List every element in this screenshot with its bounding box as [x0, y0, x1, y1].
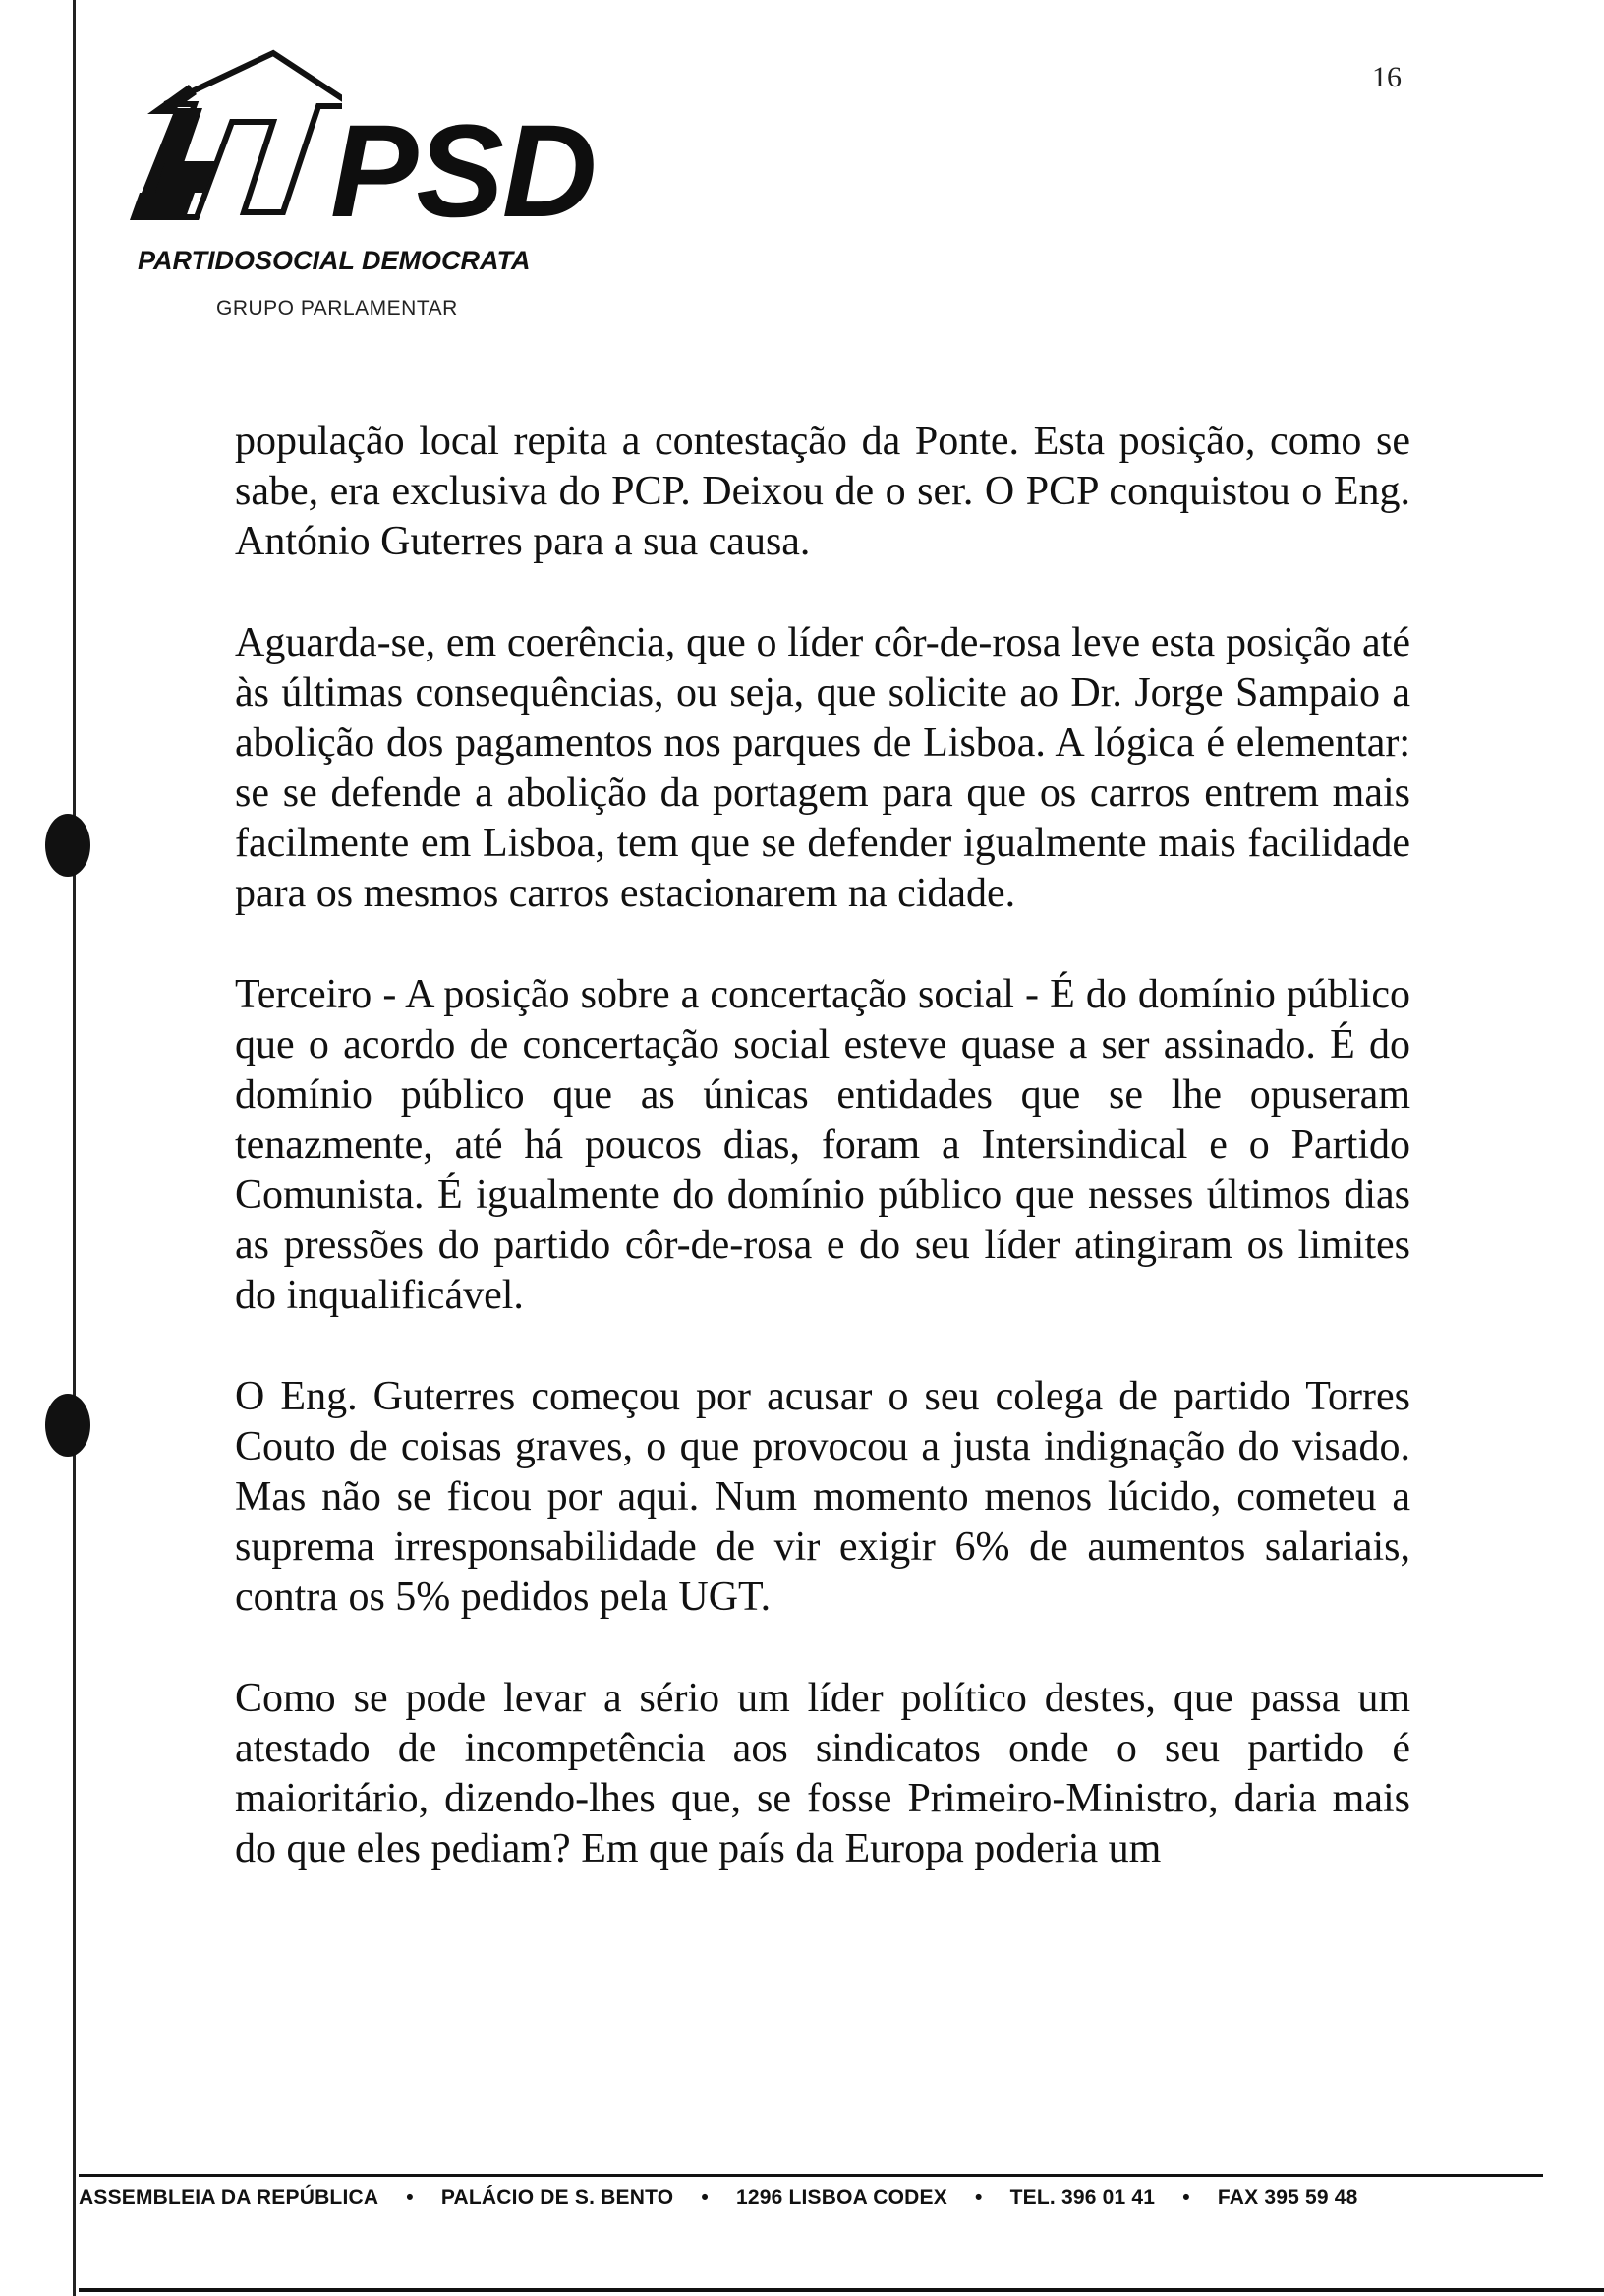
bottom-edge-line — [79, 2288, 1604, 2292]
footer-divider — [79, 2174, 1543, 2177]
paragraph: Como se pode levar a sério um líder político destes, que passa um atestado de incompetência aos sindicatos onde o seu partido é maioritário, dizendo-lhes que, se fosse Primeiro-Ministro, daria mais do que eles pediam? Em que país da Europa poderia um — [235, 1676, 1410, 1871]
left-margin-line — [73, 0, 76, 2296]
footer — [79, 2186, 1543, 2221]
footer-separator: • — [975, 2186, 983, 2209]
arrow-logo-icon — [126, 45, 342, 242]
footer-city: 1296 LISBOA CODEX — [735, 2186, 947, 2209]
page-number: 16 — [1372, 61, 1402, 93]
paragraph: Terceiro - A posição sobre a concertação social - É do domínio público que o acordo de concertação social esteve quase a ser assinado. É do domínio público que as únicas entidades que se lhe opuseram tenazmente, até há poucos dias, foram a Intersindical e o Partido Comunista. É igualmente do domínio público que nesses últimos dias as pressões do partido côr-de-rosa e do seu líder atingiram os limites do inqualificável. — [235, 972, 1410, 1318]
footer-separator: • — [701, 2186, 709, 2209]
paragraph: Aguarda-se, em coerência, que o líder côr-de-rosa leve esta posição até às últimas consequências, ou seja, que solicite ao Dr. Jorge Sampaio a abolição dos pagamentos nos parques de Lisboa. A lógica é elementar: se se defende a abolição da portagem para que os carros entrem mais facilmente em Lisboa, tem que se defender igualmente mais facilidade para os mesmos carros estacionarem na cidade. — [235, 620, 1410, 916]
group-name: GRUPO PARLAMENTAR — [216, 297, 458, 319]
logo-wordmark: PSD — [330, 98, 596, 245]
footer-fax: FAX 395 59 48 — [1217, 2186, 1358, 2209]
party-name: PARTIDOSOCIAL DEMOCRATA — [138, 246, 531, 275]
footer-separator: • — [1182, 2186, 1190, 2209]
footer-institution: ASSEMBLEIA DA REPÚBLICA — [79, 2186, 379, 2209]
body-text — [235, 417, 1410, 1925]
psd-logo — [126, 45, 637, 340]
paragraph: população local repita a contestação da Ponte. Esta posição, como se sabe, era exclusiva do PCP. Deixou de o ser. O PCP conquistou o Eng. António Guterres para a sua causa. — [235, 419, 1410, 564]
footer-address: PALÁCIO DE S. BENTO — [440, 2186, 674, 2209]
punch-hole — [45, 1394, 90, 1457]
paragraph: O Eng. Guterres começou por acusar o seu colega de partido Torres Couto de coisas graves, o que provocou a justa indignação do visado. Mas não se ficou por aqui. Num momento menos lúcido, cometeu a suprema irresponsabilidade de vir exigir 6% de aumentos salariais, contra os 5% pedidos pela UGT. — [235, 1374, 1410, 1620]
punch-hole — [45, 814, 90, 877]
footer-separator: • — [406, 2186, 414, 2209]
footer-phone: TEL. 396 01 41 — [1009, 2186, 1156, 2209]
